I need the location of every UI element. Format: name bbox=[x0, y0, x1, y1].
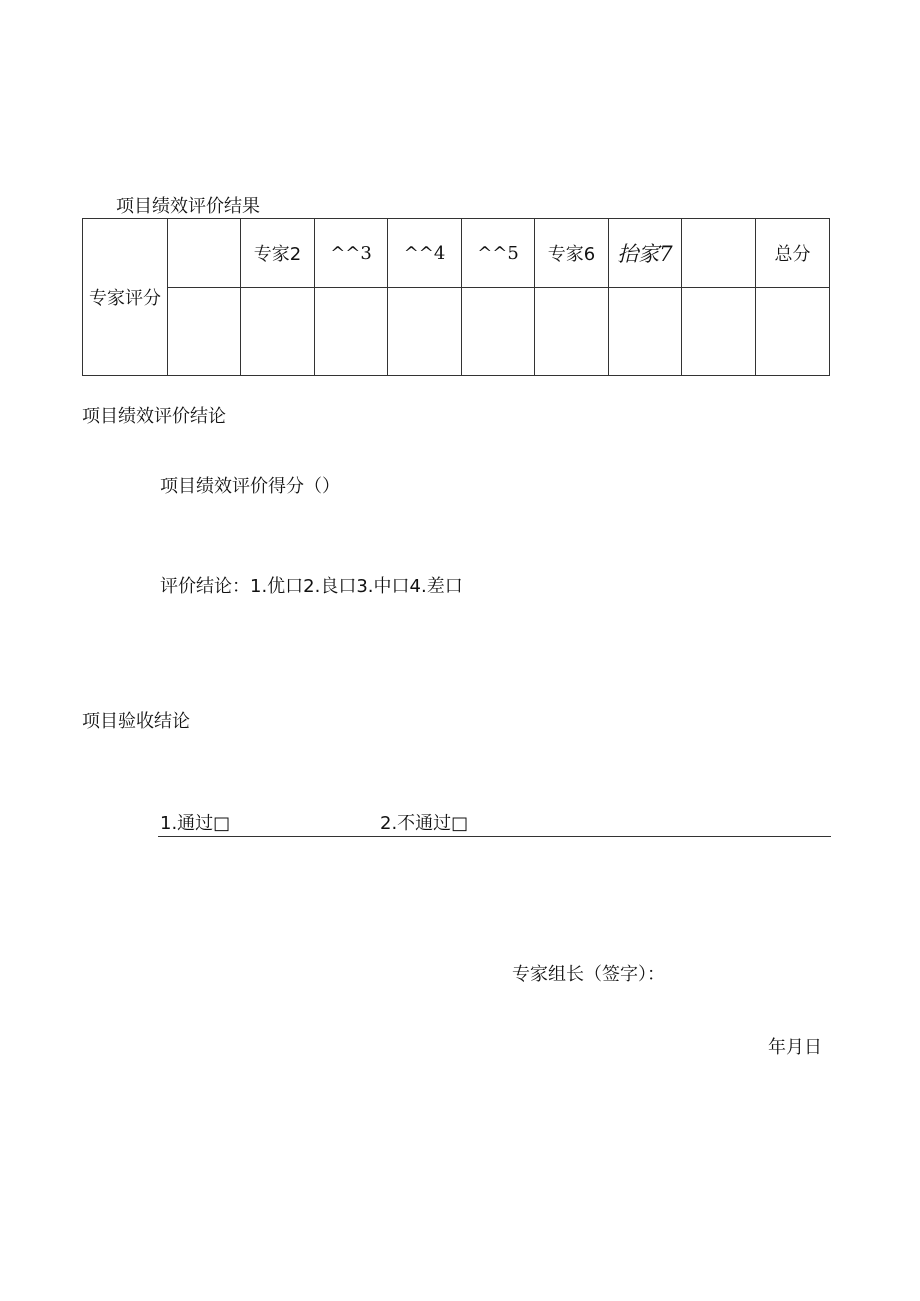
score-cell[interactable] bbox=[462, 288, 535, 376]
header-cell-expert-6: 专家6 bbox=[535, 219, 609, 288]
score-cell[interactable] bbox=[682, 288, 756, 376]
header-cell-expert-2: 专家2 bbox=[241, 219, 315, 288]
score-cell[interactable] bbox=[168, 288, 241, 376]
score-cell[interactable] bbox=[315, 288, 388, 376]
conclusion-title: 项目绩效评价结论 bbox=[82, 406, 226, 427]
header-cell bbox=[682, 219, 756, 288]
header-cell-total: 总分 bbox=[756, 219, 830, 288]
header-cell bbox=[168, 219, 241, 288]
score-cell[interactable] bbox=[756, 288, 830, 376]
pass-option[interactable]: 1.通过□ bbox=[160, 813, 231, 834]
score-cell[interactable] bbox=[535, 288, 609, 376]
header-cell-expert-7: 抬家7 bbox=[609, 219, 682, 288]
score-cell[interactable] bbox=[609, 288, 682, 376]
expert-score-table bbox=[82, 218, 830, 376]
score-line: 项目绩效评价得分（） bbox=[160, 476, 340, 497]
acceptance-title: 项目验收结论 bbox=[82, 711, 190, 732]
score-cell[interactable] bbox=[241, 288, 315, 376]
header-cell-expert-4: ^^4 bbox=[388, 219, 462, 288]
header-cell-expert-3: ^^3 bbox=[315, 219, 388, 288]
header-cell-expert-5: ^^5 bbox=[462, 219, 535, 288]
score-cell[interactable] bbox=[388, 288, 462, 376]
table-score-row bbox=[83, 288, 830, 376]
results-title: 项目绩效评价结果 bbox=[116, 196, 260, 217]
expert-score-label: 专家评分 bbox=[83, 219, 168, 376]
leader-signature: 专家组长（签字）： bbox=[512, 964, 665, 985]
table-header-row bbox=[83, 219, 830, 288]
fail-option[interactable]: 2.不通过□ bbox=[380, 813, 469, 834]
evaluation-line: 评价结论：1.优口2.良口3.中口4.差口 bbox=[160, 576, 463, 597]
date-line: 年月日 bbox=[768, 1037, 822, 1058]
acceptance-underline bbox=[158, 836, 831, 837]
